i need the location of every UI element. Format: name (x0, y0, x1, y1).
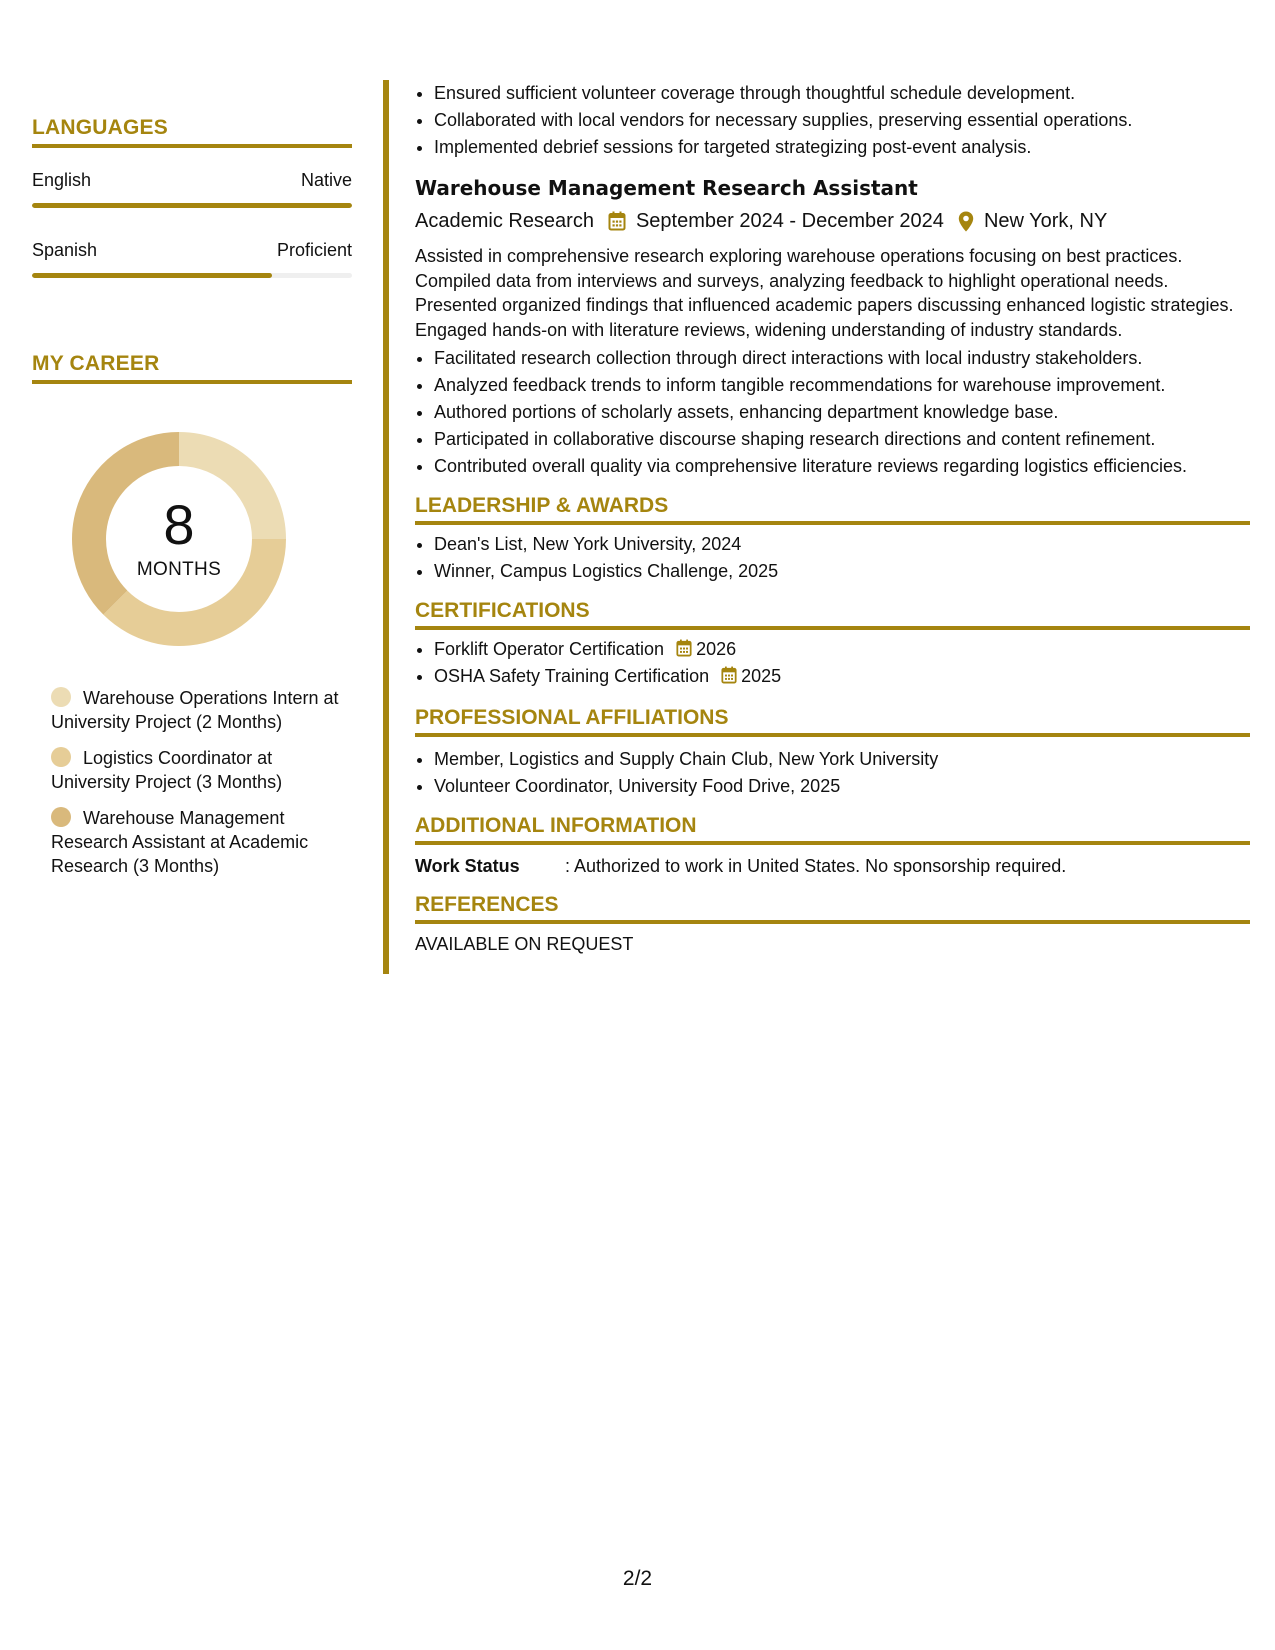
language-proficiency-fill (32, 203, 352, 208)
language-name: English (32, 170, 92, 190)
language-proficiency-fill (32, 273, 272, 278)
column-divider (383, 80, 389, 974)
legend-dot (51, 687, 71, 707)
certification-name: OSHA Safety Training Certification (434, 666, 710, 686)
list-item: • Winner, Campus Logistics Challenge, 2025 (434, 558, 1250, 585)
language-item (32, 170, 352, 208)
list-item: • Analyzed feedback trends to inform tangible recommendations for warehouse improvement. (434, 372, 1250, 399)
language-proficiency-bar (32, 203, 352, 208)
legend-label: Warehouse Management Research Assistant at Academic Research (3 Months) (51, 808, 309, 876)
map-pin-icon (958, 211, 974, 232)
list-item (434, 636, 1250, 663)
leadership-heading: LEADERSHIP & AWARDS (415, 494, 1250, 525)
previous-job-bullets (415, 80, 1250, 161)
calendar-icon (721, 666, 737, 684)
job-dates: September 2024 - December 2024 (635, 210, 944, 232)
list-item: • Member, Logistics and Supply Chain Club, New York University (434, 746, 1250, 773)
work-status-label: Work Status (415, 856, 520, 876)
job-location: New York, NY (983, 210, 1108, 232)
language-level: Native (300, 170, 352, 190)
list-item: • Participated in collaborative discourse shaping research directions and content refinement. (434, 426, 1250, 453)
list-item: • Volunteer Coordinator, University Food Drive, 2025 (434, 773, 1250, 800)
career-total-unit: MONTHS (136, 559, 222, 580)
career-legend-item (51, 746, 352, 794)
career-total-number: 8 (163, 493, 195, 556)
certification-year: 2026 (696, 639, 737, 659)
list-item: • Collaborated with local vendors for necessary supplies, preserving essential operations. (434, 107, 1250, 134)
certifications-list (415, 636, 1250, 690)
career-legend (32, 686, 352, 878)
list-item: • Implemented debrief sessions for targeted strategizing post-event analysis. (434, 134, 1250, 161)
language-proficiency-bar (32, 273, 352, 278)
legend-label: Logistics Coordinator at University Project (3 Months) (51, 748, 283, 792)
list-item: • Facilitated research collection through direct interactions with local industry stakeholders. (434, 345, 1250, 372)
certifications-heading: CERTIFICATIONS (415, 599, 1250, 630)
language-name: Spanish (32, 240, 98, 260)
job-bullets (415, 345, 1250, 480)
affiliations-list (415, 746, 1250, 800)
languages-heading: LANGUAGES (32, 116, 352, 148)
career-donut-chart (66, 426, 292, 652)
leadership-list (415, 531, 1250, 585)
legend-dot (51, 807, 71, 827)
job-title: Warehouse Management Research Assistant (415, 176, 918, 200)
references-heading: REFERENCES (415, 893, 1250, 924)
language-item (32, 240, 352, 278)
certification-year: 2025 (741, 666, 782, 686)
language-level: Proficient (276, 240, 352, 260)
list-item (434, 663, 1250, 690)
career-total (66, 426, 292, 652)
references-text: AVAILABLE ON REQUEST (415, 934, 634, 954)
list-item: • Dean's List, New York University, 2024 (434, 531, 1250, 558)
page-number: 2/2 (622, 1567, 653, 1590)
main-content (415, 80, 1250, 955)
list-item: • Authored portions of scholarly assets, enhancing department knowledge base. (434, 399, 1250, 426)
work-status-row (415, 853, 1250, 879)
job-description: Assisted in comprehensive research exploring warehouse operations focusing on best practices. Compiled data from interviews and surveys, analyzing feedback to highlight operational needs. Presented organized findings that influenced academic papers discussing enhanced logistic strategies. Engaged hands-on with literature reviews, widening understanding of industry standards. (415, 246, 1234, 340)
legend-label: Warehouse Operations Intern at University Project (2 Months) (51, 688, 339, 732)
work-status-value: : Authorized to work in United States. No sponsorship required. (565, 856, 1067, 876)
additional-info-heading: ADDITIONAL INFORMATION (415, 814, 1250, 845)
legend-dot (51, 747, 71, 767)
affiliations-heading: PROFESSIONAL AFFILIATIONS (415, 706, 1250, 737)
career-heading: MY CAREER (32, 352, 352, 384)
career-legend-item (51, 686, 352, 734)
certification-name: Forklift Operator Certification (434, 639, 665, 659)
list-item: • Contributed overall quality via comprehensive literature reviews regarding logistics efficiencies. (434, 453, 1250, 480)
career-legend-item (51, 806, 352, 878)
job-organization: Academic Research (415, 210, 594, 232)
sidebar (32, 80, 352, 890)
calendar-icon (608, 211, 626, 231)
list-item: • Ensured sufficient volunteer coverage through thoughtful schedule development. (434, 80, 1250, 107)
calendar-icon (676, 639, 692, 657)
job-meta (415, 206, 1250, 236)
